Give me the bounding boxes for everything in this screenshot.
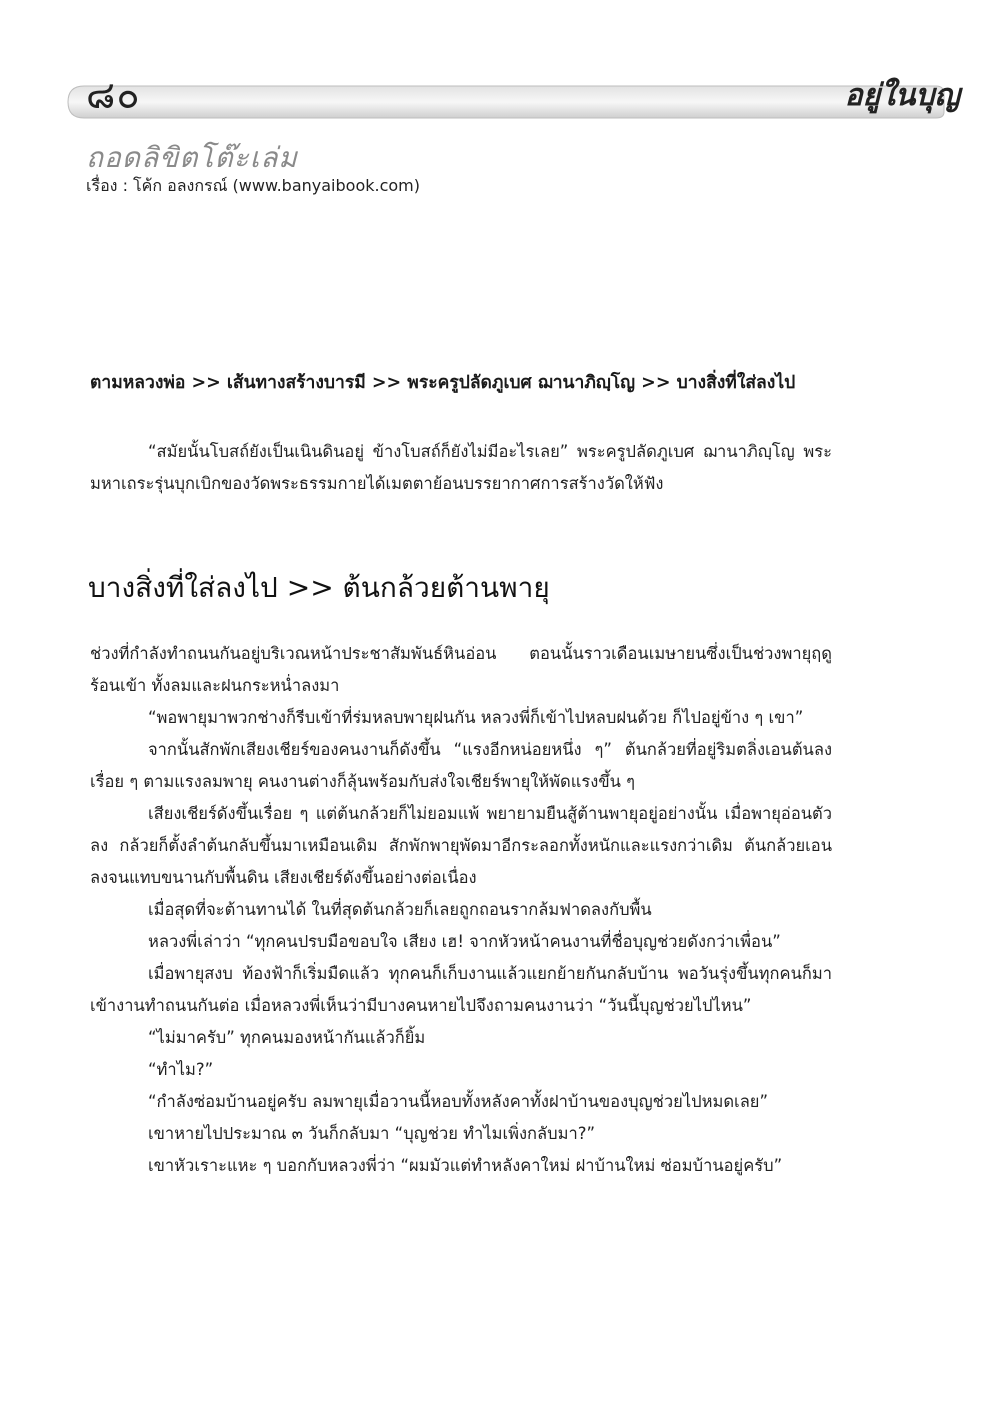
lead-paragraph: “สมัยนั้นโบสถ์ยังเป็นเนินดินอยู่ ข้างโบสถ์ก็ยังไม่มีอะไรเลย” พระครูปลัดภูเบศ ฌานาภิญฺโญ พระมหาเถระรุ่นบุกเบิกของวัดพระธรรมกายได้เมตตาย้อนบรรยากาศการสร้างวัดให้ฟัง bbox=[90, 442, 832, 493]
paragraph: ช่วงที่กำลังทำถนนกันอยู่บริเวณหน้าประชาสัมพันธ์หินอ่อน ตอนนั้นราวเดือนเมษายนซึ่งเป็นช่วงพายุฤดูร้อนเข้า ทั้งลมและฝนกระหน่ำลงมา bbox=[90, 644, 832, 695]
header-band-decoration bbox=[66, 84, 946, 120]
breadcrumb: ตามหลวงพ่อ >> เส้นทางสร้างบารมี >> พระครูปลัดภูเบศ ฌานาภิญฺโญ >> บางสิ่งที่ใส่ลงไป bbox=[90, 373, 796, 393]
section-title: บางสิ่งที่ใส่ลงไป >> ต้นกล้วยต้านพายุ bbox=[88, 571, 550, 604]
paragraph: เขาหัวเราะแหะ ๆ บอกกับหลวงพี่ว่า “ผมมัวแต่ทำหลังคาใหม่ ฝาบ้านใหม่ ซ่อมบ้านอยู่ครับ” bbox=[148, 1156, 783, 1175]
page-number: ๘๐ bbox=[86, 73, 141, 117]
paragraph: จากนั้นสักพักเสียงเชียร์ของคนงานก็ดังขึ้น “แรงอีกหน่อยหนึ่ง ๆ” ต้นกล้วยที่อยู่ริมตลิ่งเอนต้นลงเรื่อย ๆ ตามแรงลมพายุ คนงานต่างก็ลุ้นพร้อมกับส่งใจเชียร์พายุให้พัดแรงขึ้น ๆ bbox=[90, 740, 832, 791]
paragraph: เสียงเชียร์ดังขึ้นเรื่อย ๆ แต่ต้นกล้วยก็ไม่ยอมแพ้ พยายามยืนสู้ต้านพายุอยู่อย่างนั้น เมื่อพายุอ่อนตัวลง กล้วยก็ตั้งลำต้นกลับขึ้นมาเหมือนเดิม สักพักพายุพัดมาอีกระลอกทั้งหนักและแรงกว่าเดิม ต้นกล้วยเอนลงจนแทบขนานกับพื้นดิน เสียงเชียร์ดังขึ้นอย่างต่อเนื่อง bbox=[90, 804, 832, 887]
paragraph: เขาหายไปประมาณ ๓ วันก็กลับมา “บุญช่วย ทำไมเพิ่งกลับมา?” bbox=[148, 1124, 596, 1143]
paragraph: “ไม่มาครับ” ทุกคนมองหน้ากันแล้วก็ยิ้ม bbox=[148, 1028, 426, 1047]
magazine-logo: อยู่ในบุญ bbox=[844, 78, 960, 113]
article-body bbox=[90, 638, 832, 1182]
paragraph: เมื่อสุดที่จะต้านทานได้ ในที่สุดต้นกล้วยก็เลยถูกถอนรากล้มฟาดลงกับพื้น bbox=[148, 900, 652, 919]
paragraph: “ทำไม?” bbox=[148, 1060, 214, 1079]
column-title: ถอดลิขิตโต๊ะเล่ม bbox=[86, 141, 298, 174]
paragraph: เมื่อพายุสงบ ท้องฟ้าก็เริ่มมืดแล้ว ทุกคนก็เก็บงานแล้วแยกย้ายกันกลับบ้าน พอวันรุ่งขึ้นทุกคนก็มาเข้างานทำถนนกันต่อ เมื่อหลวงพี่เห็นว่ามีบางคนหายไปจึงถามคนงานว่า “วันนี้บุญช่วยไปไหน” bbox=[90, 964, 832, 1015]
byline: เรื่อง : โค้ก อลงกรณ์ (www.banyaibook.com) bbox=[86, 176, 420, 195]
paragraph: “กำลังซ่อมบ้านอยู่ครับ ลมพายุเมื่อวานนี้หอบทั้งหลังคาทั้งฝาบ้านของบุญช่วยไปหมดเลย” bbox=[148, 1092, 769, 1111]
paragraph: “พอพายุมาพวกช่างก็รีบเข้าที่ร่มหลบพายุฝนกัน หลวงพี่ก็เข้าไปหลบฝนด้วย ก็ไปอยู่ข้าง ๆ เขา” bbox=[148, 708, 804, 727]
paragraph: หลวงพี่เล่าว่า “ทุกคนปรบมือขอบใจ เสียง เฮ! จากหัวหน้าคนงานที่ชื่อบุญช่วยดังกว่าเพื่อน” bbox=[148, 932, 781, 951]
